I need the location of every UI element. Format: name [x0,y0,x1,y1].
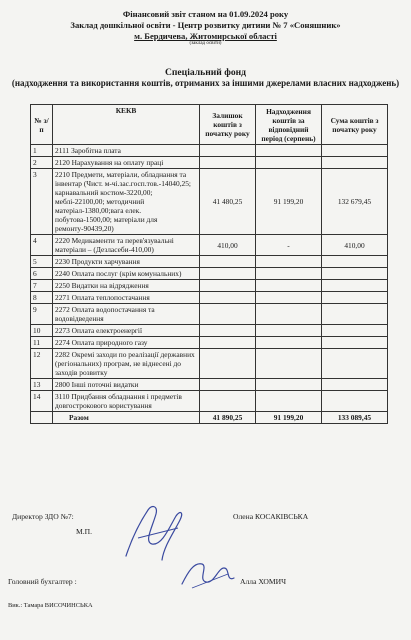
row-received [256,280,322,292]
total-label: Разом [53,412,200,424]
accountant-signature [178,556,240,596]
fund-title: Спеціальний фонд [164,67,247,78]
row-received [256,292,322,304]
row-kekv: 2120 Нарахування на оплату праці [53,157,200,169]
row-received [256,379,322,391]
institution-name: Заклад дошкільної освіти - Центр розвитку дитини № 7 «Соняшник» [70,20,341,30]
accountant-name: Алла ХОМИЧ [240,577,287,586]
row-balance-start [200,349,256,379]
row-number: 9 [31,304,53,325]
row-number: 12 [31,349,53,379]
table-row [31,349,388,379]
table-row [31,256,388,268]
total-received: 91 199,20 [256,412,322,424]
row-total-start: 132 679,45 [322,169,388,235]
row-number: 13 [31,379,53,391]
row-total-start [322,337,388,349]
total-balance-start: 41 890,25 [200,412,256,424]
total-sum: 133 089,45 [322,412,388,424]
row-received [256,349,322,379]
row-balance-start [200,157,256,169]
row-kekv: 2210 Предмети, матеріали, обладнання та інвентар (Чист. м-чі.зас.госп.тов.-14040,25; карнавальний костюм-3220,00; меблі-22100,00; методичний матеріал-1380,00;вага елек. побутова-1500,00; матеріали для ремонту-90439,20) [53,169,200,235]
row-received [256,157,322,169]
row-balance-start [200,145,256,157]
row-total-start [322,268,388,280]
total-row [31,412,388,424]
row-balance-start [200,337,256,349]
row-total-start [322,256,388,268]
row-received [256,304,322,325]
col-header-received: Надходження коштів за відповідний період (серпень) [256,105,322,145]
row-kekv: 2274 Оплата природного газу [53,337,200,349]
row-received: 91 199,20 [256,169,322,235]
accountant-title: Головний бухгалтер : [8,577,77,586]
table-row [31,268,388,280]
row-number: 6 [31,268,53,280]
table-row [31,145,388,157]
row-kekv: 2272 Оплата водопостачання та водовідведення [53,304,200,325]
row-number: 3 [31,169,53,235]
row-kekv: 2273 Оплата електроенергії [53,325,200,337]
finance-table [30,104,388,424]
row-received [256,325,322,337]
table-row [31,391,388,412]
row-total-start [322,145,388,157]
row-kekv: 2111 Заробітна плата [53,145,200,157]
director-name: Олена КОСАКІВСЬКА [233,512,309,521]
table-row [31,292,388,304]
row-kekv: 2271 Оплата теплопостачання [53,292,200,304]
col-header-kekv: КЕКВ [53,105,200,145]
table-row [31,304,388,325]
row-number: 10 [31,325,53,337]
row-total-start [322,349,388,379]
institution-city: м. Бердичева, Житомирської області [134,31,277,41]
row-received: - [256,235,322,256]
row-balance-start [200,379,256,391]
row-balance-start [200,280,256,292]
table-row [31,325,388,337]
row-number: 2 [31,157,53,169]
table-row [31,379,388,391]
row-kekv: 2220 Медикаменти та перев'язувальні матеріали – (Дезласеби-410,00) [53,235,200,256]
col-header-balance-start: Залишок коштів з початку року [200,105,256,145]
row-total-start [322,325,388,337]
row-number: 7 [31,280,53,292]
row-number: 14 [31,391,53,412]
row-balance-start: 41 480,25 [200,169,256,235]
institution-note: (заклад освіти) [189,41,222,46]
report-title: Фінансовий звіт станом на 01.09.2024 року [122,9,289,19]
row-number: 1 [31,145,53,157]
row-balance-start: 410,00 [200,235,256,256]
row-kekv: 2250 Видатки на відрядження [53,280,200,292]
row-total-start [322,157,388,169]
stamp-mark: М.П. [76,527,93,536]
row-total-start [322,280,388,292]
table-row [31,157,388,169]
row-balance-start [200,268,256,280]
row-received [256,145,322,157]
row-number: 11 [31,337,53,349]
row-received [256,268,322,280]
row-received [256,391,322,412]
row-total-start [322,292,388,304]
table-row [31,280,388,292]
col-header-no: № з/п [31,105,53,145]
row-balance-start [200,304,256,325]
row-number: 4 [31,235,53,256]
row-received [256,256,322,268]
table-row [31,235,388,256]
row-total-start [322,391,388,412]
row-number: 5 [31,256,53,268]
row-total-start: 410,00 [322,235,388,256]
row-total-start [322,379,388,391]
fund-subtitle: (надходження та використання коштів, отриманих за іншими джерелами власних надходжень) [11,78,400,88]
executor-note: Вик.: Тамара ВИСОЧИНСЬКА [8,602,93,609]
row-balance-start [200,325,256,337]
row-kekv: 2282 Окремі заходи по реалізації державних (регіональних) програм, не віднесені до заходів розвитку [53,349,200,379]
row-balance-start [200,292,256,304]
row-number: 8 [31,292,53,304]
director-title: Директор ЗДО №7: [12,512,74,521]
row-kekv: 2800 Інші поточні видатки [53,379,200,391]
row-balance-start [200,256,256,268]
row-balance-start [200,391,256,412]
row-kekv: 2230 Продукти харчування [53,256,200,268]
row-total-start [322,304,388,325]
row-kekv: 3110 Придбання обладнання і предметів довгострокового користування [53,391,200,412]
table-row [31,337,388,349]
row-received [256,337,322,349]
col-header-total-start: Сума коштів з початку року [322,105,388,145]
row-kekv: 2240 Оплата послуг (крім комунальних) [53,268,200,280]
table-row [31,169,388,235]
report-header [0,0,411,47]
